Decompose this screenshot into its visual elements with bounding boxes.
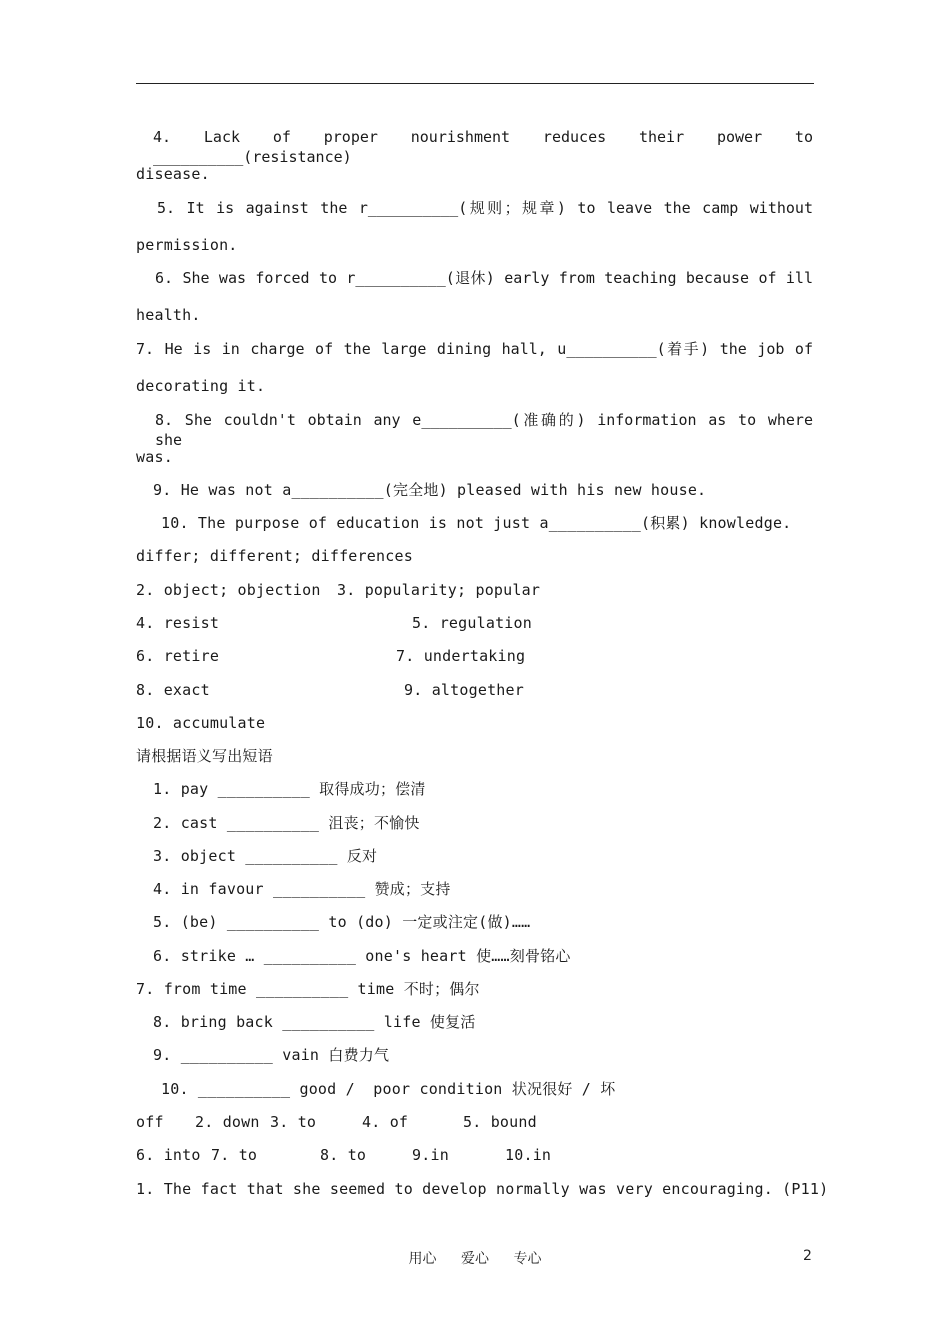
header-rule [136, 83, 814, 84]
phrase-1: 1. pay __________ 取得成功；偿清 [153, 780, 426, 798]
phrases-heading: 请根据语义写出短语 [136, 747, 273, 765]
page-number: 2 [803, 1248, 812, 1264]
answer-3: 3. popularity; popular [337, 581, 541, 599]
phrase-answer: 4. of [362, 1113, 409, 1131]
question-5-line1: 5. It is against the r__________(规则；规章) to leave the camp without [157, 199, 813, 217]
phrase-answer: 5. bound [463, 1113, 537, 1131]
answer-9: 9. altogether [404, 681, 524, 699]
phrase-answer: 6. into [136, 1146, 201, 1164]
phrase-answer: 9.in [412, 1146, 449, 1164]
question-8-line1: 8. She couldn't obtain any e__________(准确的) information as to where she [155, 411, 813, 449]
answer-6: 6. retire [136, 647, 220, 665]
answer-4: 4. resist [136, 614, 220, 632]
phrase-answer: 7. to [211, 1146, 258, 1164]
sentence-1: 1. The fact that she seemed to develop normally was very encouraging. (P11) [136, 1180, 829, 1198]
phrase-answer: 3. to [270, 1113, 317, 1131]
question-10: 10. The purpose of education is not just a__________(积累) knowledge. [161, 514, 792, 532]
question-7-line2: decorating it. [136, 377, 266, 395]
question-8-line2: was. [136, 448, 173, 466]
phrase-answer: off [136, 1113, 164, 1131]
question-6-line1: 6. She was forced to r__________(退休) early from teaching because of ill [155, 269, 813, 287]
phrase-9: 9. __________ vain 白费力气 [153, 1046, 390, 1064]
question-4-line1: 4. Lack of proper nourishment reduces their power to __________(resistance) [153, 128, 813, 166]
phrase-5: 5. (be) __________ to (do) 一定或注定(做)…… [153, 913, 531, 931]
phrase-answer: 2. down [195, 1113, 260, 1131]
question-6-line2: health. [136, 306, 201, 324]
answer-5: 5. regulation [412, 614, 532, 632]
answer-7: 7. undertaking [396, 647, 526, 665]
answer-8: 8. exact [136, 681, 210, 699]
answer-10: 10. accumulate [136, 714, 266, 732]
question-4-line2: disease. [136, 165, 210, 183]
footer-text: 用心 [408, 1251, 437, 1267]
phrase-3: 3. object __________ 反对 [153, 847, 378, 865]
phrase-2: 2. cast __________ 沮丧；不愉快 [153, 814, 420, 832]
phrase-6: 6. strike … __________ one's heart 使……刻骨铭心 [153, 947, 571, 965]
footer-text: 专心 [513, 1251, 542, 1267]
question-7-line1: 7. He is in charge of the large dining hall, u__________(着手) the job of [136, 340, 813, 358]
phrase-answer: 10.in [505, 1146, 552, 1164]
answer-2: 2. object; objection [136, 581, 321, 599]
phrase-10: 10. __________ good / poor condition 状况很好 / 坏 [161, 1080, 616, 1098]
phrase-answer: 8. to [320, 1146, 367, 1164]
answer-1: differ; different; differences [136, 547, 413, 565]
phrase-4: 4. in favour __________ 赞成；支持 [153, 880, 451, 898]
footer-text: 爱心 [461, 1251, 489, 1267]
phrase-8: 8. bring back __________ life 使复活 [153, 1013, 476, 1031]
question-9: 9. He was not a__________(完全地) pleased with his new house. [153, 481, 707, 499]
question-5-line2: permission. [136, 236, 238, 254]
phrase-7: 7. from time __________ time 不时；偶尔 [136, 980, 480, 998]
